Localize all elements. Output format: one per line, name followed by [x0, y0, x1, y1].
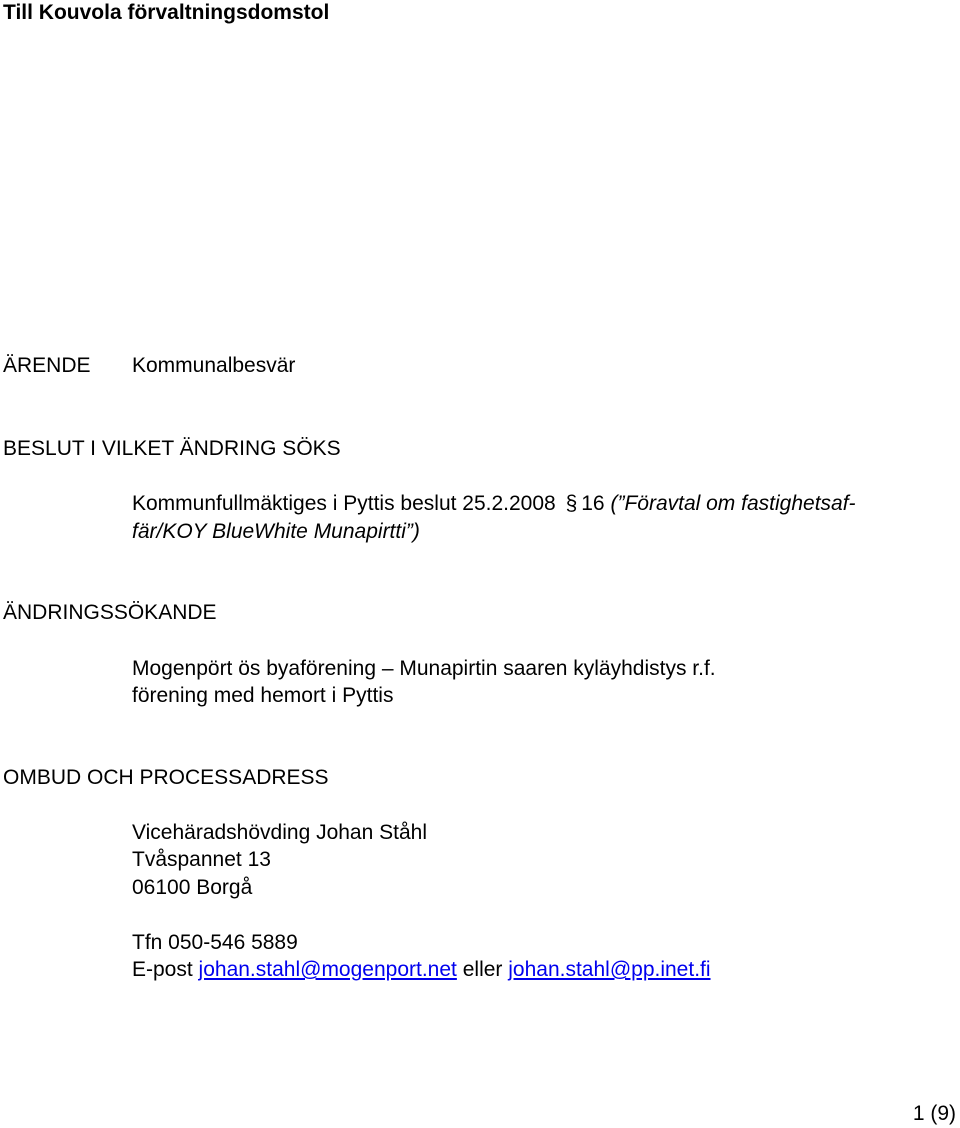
beslut-heading: BESLUT I VILKET ÄNDRING SÖKS: [3, 437, 341, 460]
email-link-mogenport[interactable]: johan.stahl@mogenport.net: [198, 958, 457, 981]
representative-postal: 06100 Borgå: [132, 876, 253, 899]
beslut-date-text: Kommunfullmäktiges i Pyttis beslut 25.2.2008: [132, 492, 556, 515]
beslut-line-1: [132, 491, 856, 517]
email-prefix: E-post: [132, 958, 193, 981]
email-link-inet[interactable]: johan.stahl@pp.inet.fi: [508, 958, 711, 981]
appellant-line-2: förening med hemort i Pyttis: [132, 684, 394, 707]
representative-email-line: [132, 957, 711, 983]
beslut-subject-part-2: fär/KOY BlueWhite Munapirtti”): [132, 520, 420, 543]
section-sign: §: [565, 492, 578, 515]
page-number: 1 (9): [912, 1102, 956, 1125]
arende-value: Kommunalbesvär: [132, 354, 296, 377]
andringssokande-heading: ÄNDRINGSSÖKANDE: [3, 601, 217, 624]
representative-phone: Tfn 050-546 5889: [132, 931, 298, 954]
email-separator: eller: [462, 958, 503, 981]
appellant-line-1: Mogenpört ös byaförening – Munapirtin saaren kyläyhdistys r.f.: [132, 657, 716, 680]
arende-label: ÄRENDE: [3, 354, 91, 377]
beslut-section-number: 16: [581, 492, 605, 515]
ombud-heading: OMBUD OCH PROCESSADRESS: [3, 766, 329, 789]
document-title: Till Kouvola förvaltningsdomstol: [3, 1, 330, 24]
representative-name: Vicehäradshövding Johan Ståhl: [132, 821, 427, 844]
representative-street: Tvåspannet 13: [132, 848, 271, 871]
beslut-subject-part-1: (”Föravtal om fastighetsaf-: [610, 492, 856, 515]
